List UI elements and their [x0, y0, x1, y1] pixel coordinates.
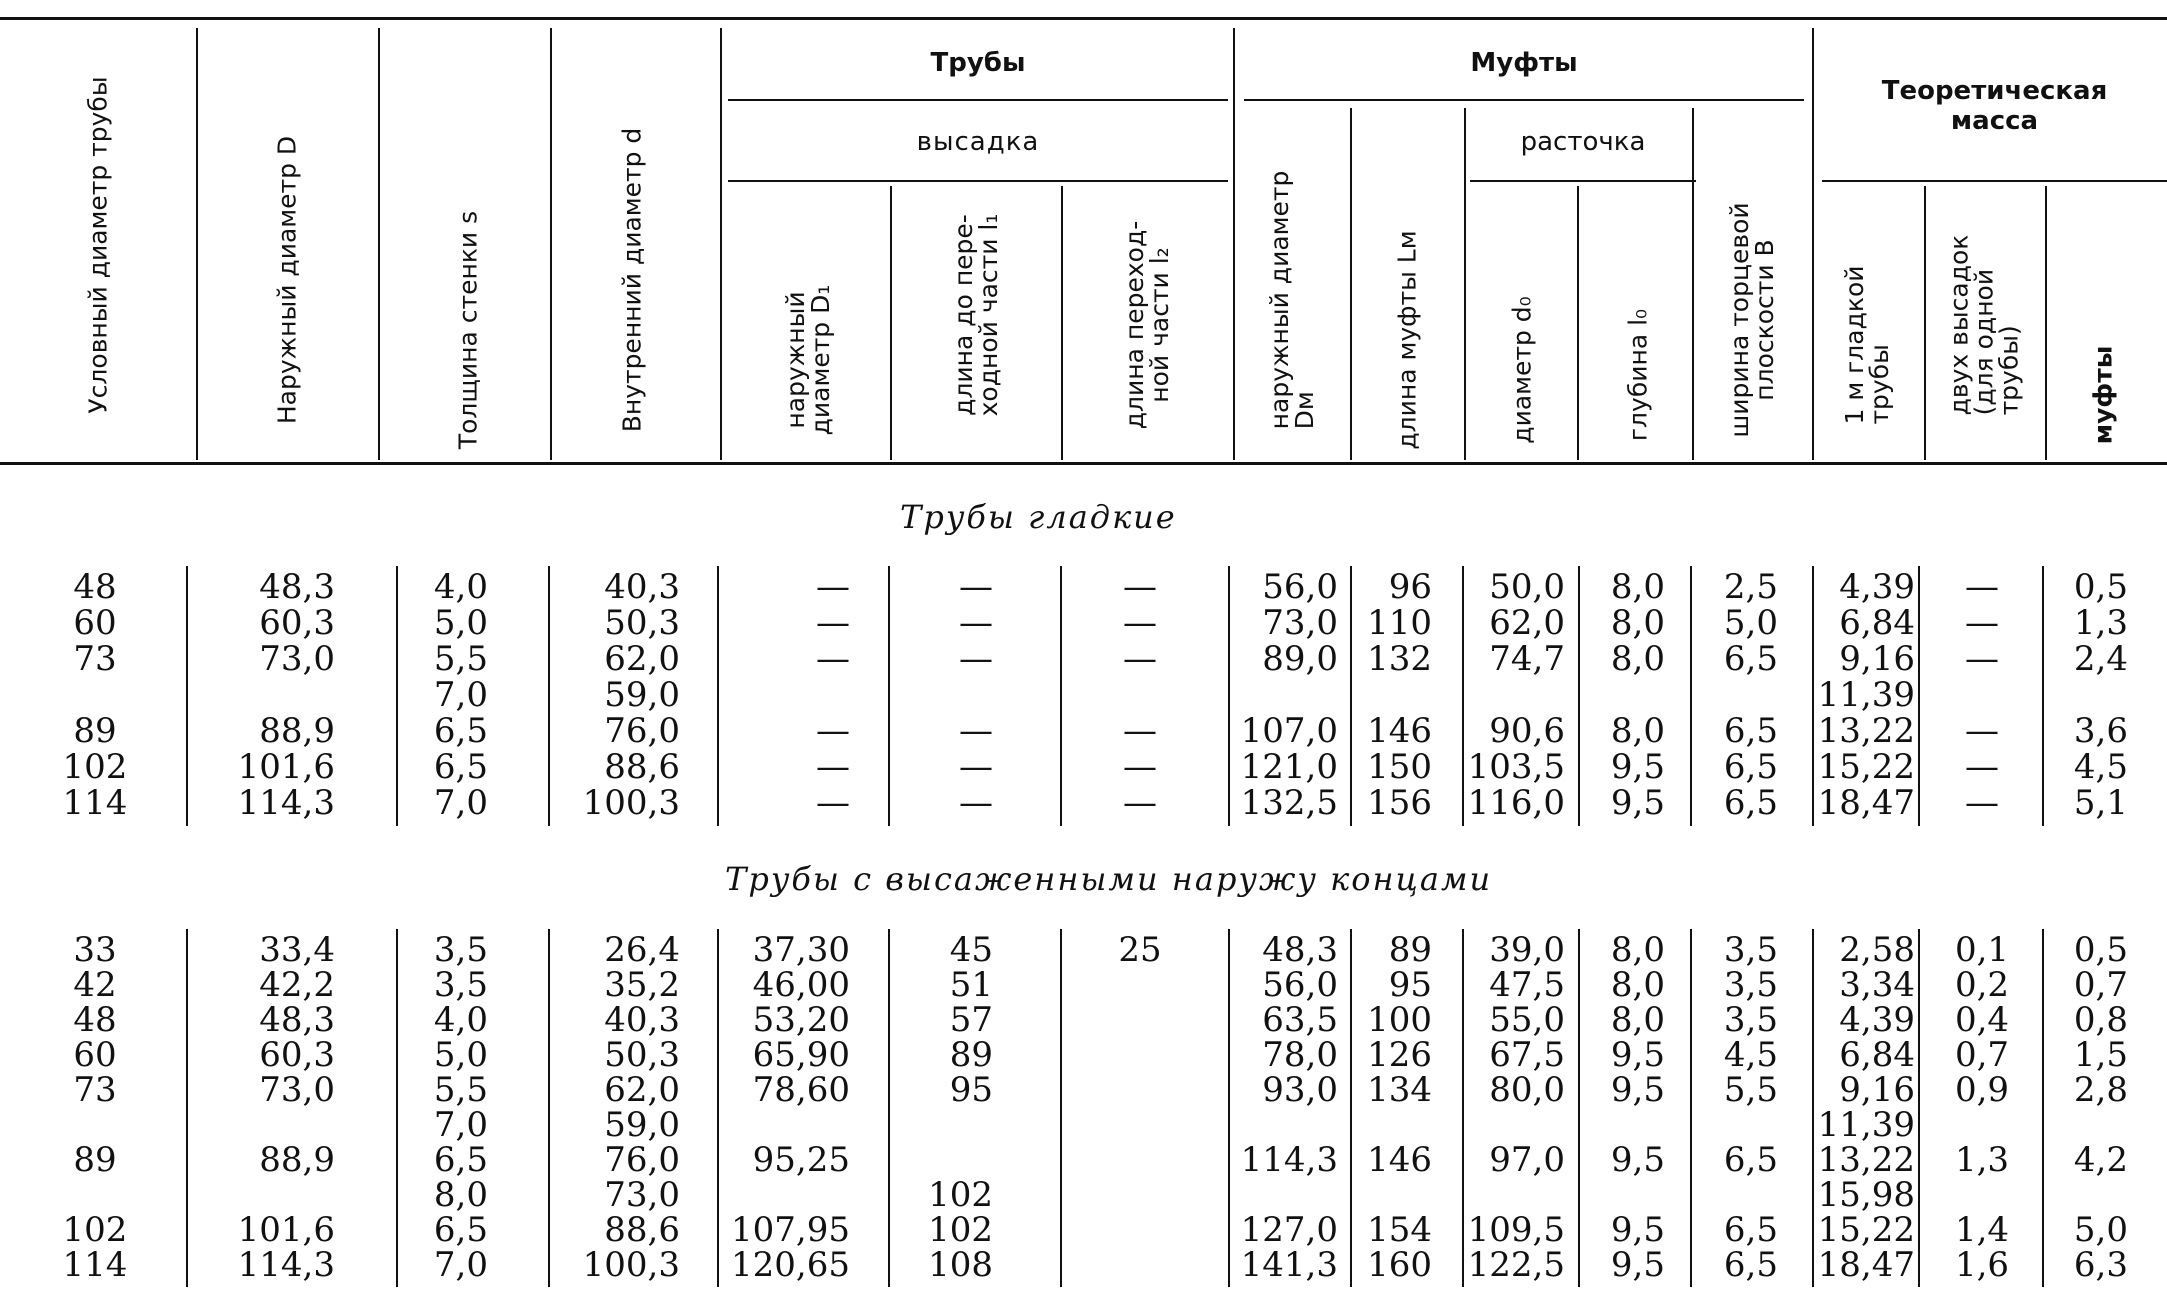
- table-cell: 13,22: [1817, 1140, 1915, 1180]
- bore-diameter-header: диаметр d₀: [1507, 296, 1537, 444]
- table-cell: —: [1965, 639, 1999, 679]
- table-cell: 107,95: [731, 1210, 850, 1250]
- couplings-underline: [1244, 99, 1804, 101]
- table-cell: —: [1123, 639, 1157, 679]
- mass-underline: [1822, 180, 2167, 182]
- table-cell: 48,3: [1262, 930, 1338, 970]
- table-cell: —: [959, 567, 993, 607]
- upset-transition-line1: длина переход-: [1120, 220, 1149, 430]
- table-cell: 60,3: [259, 603, 335, 643]
- table-cell: 56,0: [1262, 965, 1338, 1005]
- table-cell: —: [816, 639, 850, 679]
- table-cell: 114: [62, 783, 128, 823]
- table-cell: 114: [62, 1245, 128, 1285]
- mass-header-line2: масса: [1950, 106, 2039, 136]
- body-rule-s1-5: [1060, 929, 1062, 1287]
- table-cell: 102: [62, 747, 128, 787]
- table-cell: 40,3: [604, 1000, 680, 1040]
- table-cell: 53,20: [752, 1000, 850, 1040]
- upset-underline: [728, 180, 1228, 182]
- table-cell: 15,98: [1817, 1175, 1915, 1215]
- table-cell: 8,0: [433, 1175, 488, 1215]
- table-cell: 132: [1367, 639, 1432, 679]
- mass-coupling-header: муфты: [2088, 345, 2118, 445]
- table-cell: 5,1: [2073, 783, 2128, 823]
- table-cell: 122,5: [1467, 1245, 1565, 1285]
- table-cell: 8,0: [1610, 711, 1665, 751]
- table-cell: —: [1965, 783, 1999, 823]
- table-cell: 121,0: [1240, 747, 1338, 787]
- table-cell: 6,5: [433, 711, 488, 751]
- table-cell: 8,0: [1610, 639, 1665, 679]
- table-cell: 50,3: [604, 603, 680, 643]
- table-cell: 9,5: [1610, 1140, 1665, 1180]
- table-cell: —: [959, 783, 993, 823]
- table-cell: 1,3: [1954, 1140, 2010, 1180]
- table-cell: 90,6: [1489, 711, 1565, 751]
- table-cell: 100,3: [582, 783, 680, 823]
- table-cell: —: [1123, 711, 1157, 751]
- table-cell: 15,22: [1817, 747, 1915, 787]
- table-cell: 6,5: [433, 747, 488, 787]
- pipes-underline: [728, 99, 1228, 101]
- table-cell: 73,0: [1262, 603, 1338, 643]
- table-cell: 93,0: [1262, 1070, 1338, 1110]
- header-bottom-rule: [0, 462, 2167, 465]
- table-cell: 0,5: [2073, 930, 2128, 970]
- table-cell: 3,5: [1723, 1000, 1778, 1040]
- upset-outer-line2: диаметр D₁: [806, 284, 835, 436]
- table-cell: 6,5: [433, 1210, 488, 1250]
- table-cell: 62,0: [604, 639, 680, 679]
- table-cell: 8,0: [1610, 603, 1665, 643]
- bore-depth-header: глубина l₀: [1623, 308, 1653, 442]
- table-cell: 62,0: [604, 1070, 680, 1110]
- table-cell: 26,4: [604, 930, 680, 970]
- table-cell: 73: [73, 639, 117, 679]
- table-cell: 48,3: [259, 1000, 335, 1040]
- table-cell: 3,5: [1723, 965, 1778, 1005]
- table-cell: 3,5: [433, 965, 488, 1005]
- table-cell: 48: [73, 1000, 117, 1040]
- table-cell: 4,5: [2073, 747, 2128, 787]
- table-cell: 2,5: [1723, 567, 1778, 607]
- table-cell: 6,84: [1839, 603, 1915, 643]
- table-cell: 47,5: [1489, 965, 1565, 1005]
- table-cell: 146: [1367, 711, 1432, 751]
- section-title-smooth: Трубы гладкие: [900, 498, 1177, 536]
- table-cell: —: [816, 603, 850, 643]
- table-cell: 127,0: [1240, 1210, 1338, 1250]
- table-cell: 102: [928, 1210, 993, 1250]
- table-cell: —: [1965, 603, 1999, 643]
- table-cell: 9,5: [1610, 1070, 1665, 1110]
- top-rule: [0, 17, 2167, 20]
- table-cell: 102: [928, 1175, 993, 1215]
- section-title-upset: Трубы с высаженными наружу концами: [725, 860, 1493, 898]
- table-cell: 0,5: [2073, 567, 2128, 607]
- table-cell: 3,5: [1723, 930, 1778, 970]
- table-cell: 7,0: [433, 1245, 488, 1285]
- coupling-length-header: длина муфты Lм: [1392, 230, 1422, 450]
- table-cell: 62,0: [1489, 603, 1565, 643]
- table-cell: 50,3: [604, 1035, 680, 1075]
- table-cell: 46,00: [752, 965, 850, 1005]
- table-cell: 3,6: [2073, 711, 2128, 751]
- table-cell: 95: [949, 1070, 993, 1110]
- table-cell: 120,65: [731, 1245, 850, 1285]
- table-cell: —: [959, 603, 993, 643]
- table-cell: 37,30: [752, 930, 850, 970]
- table-cell: 4,0: [433, 567, 488, 607]
- table-cell: —: [959, 747, 993, 787]
- table-cell: 154: [1367, 1210, 1432, 1250]
- table-cell: 101,6: [237, 1210, 335, 1250]
- table-cell: 9,5: [1610, 1210, 1665, 1250]
- hdr-sep-7: [1233, 28, 1235, 460]
- table-cell: 40,3: [604, 567, 680, 607]
- hdr-sep-3: [550, 28, 552, 460]
- upset-outer-line1: наружный: [781, 291, 810, 429]
- table-cell: 114,3: [1240, 1140, 1338, 1180]
- table-cell: 6,3: [2073, 1245, 2128, 1285]
- hdr-sep-11: [1692, 108, 1694, 460]
- upset-transition-line2: ной части l₂: [1145, 247, 1174, 403]
- table-cell: 7,0: [433, 675, 488, 715]
- upset-length-header: [951, 214, 1001, 417]
- table-cell: —: [816, 567, 850, 607]
- mass-pipe-line1: 1 м гладкой: [1840, 265, 1869, 425]
- pipes-header: Трубы: [930, 48, 1026, 78]
- upset-transition-header: [1122, 221, 1172, 430]
- table-cell: —: [816, 711, 850, 751]
- table-cell: 156: [1367, 783, 1432, 823]
- table-cell: 51: [949, 965, 993, 1005]
- table-cell: 89,0: [1262, 639, 1338, 679]
- face-width-line1: ширина торцевой: [1725, 202, 1754, 438]
- table-cell: 97,0: [1489, 1140, 1565, 1180]
- table-cell: —: [816, 747, 850, 787]
- table-cell: 160: [1367, 1245, 1432, 1285]
- table-cell: —: [1965, 711, 1999, 751]
- table-cell: 56,0: [1262, 567, 1338, 607]
- table-cell: 9,5: [1610, 1245, 1665, 1285]
- table-cell: 13,22: [1817, 711, 1915, 751]
- table-cell: 110: [1367, 603, 1432, 643]
- table-cell: 6,5: [1723, 783, 1778, 823]
- mass-upset-line1: двух высадок: [1944, 234, 1974, 416]
- mass-upset-line2: (для одной: [1969, 268, 1999, 416]
- table-cell: 45: [949, 930, 993, 970]
- table-cell: 88,9: [259, 1140, 335, 1180]
- table-cell: 141,3: [1240, 1245, 1338, 1285]
- table-cell: 6,5: [1723, 1210, 1778, 1250]
- table-cell: 80,0: [1489, 1070, 1565, 1110]
- table-cell: 4,39: [1839, 1000, 1915, 1040]
- table-cell: 88,6: [604, 747, 680, 787]
- table-cell: 2,4: [2073, 639, 2128, 679]
- table-cell: 18,47: [1817, 1245, 1915, 1285]
- table-cell: 7,0: [433, 1105, 488, 1145]
- table-cell: 60,3: [259, 1035, 335, 1075]
- table-cell: 6,5: [1723, 747, 1778, 787]
- table-cell: 6,5: [433, 1140, 488, 1180]
- hdr-sep-6: [1061, 186, 1063, 460]
- table-cell: —: [1123, 783, 1157, 823]
- table-cell: 0,7: [1954, 1035, 2010, 1075]
- table-cell: 9,16: [1839, 1070, 1915, 1110]
- table-cell: 78,60: [752, 1070, 850, 1110]
- table-cell: —: [1123, 567, 1157, 607]
- table-cell: 2,8: [2073, 1070, 2128, 1110]
- table-cell: 89: [73, 1140, 117, 1180]
- table-cell: 101,6: [237, 747, 335, 787]
- table-cell: 76,0: [604, 711, 680, 751]
- table-cell: 95,25: [752, 1140, 850, 1180]
- table-cell: 100: [1367, 1000, 1432, 1040]
- mass-upset-line3: трубы): [1994, 325, 2024, 416]
- hdr-sep-8: [1350, 108, 1352, 460]
- table-cell: 33,4: [259, 930, 335, 970]
- bore-header: расточка: [1520, 127, 1646, 157]
- mass-pipe-header: [1842, 265, 1892, 424]
- table-cell: 18,47: [1817, 783, 1915, 823]
- mass-header: [1822, 76, 2167, 136]
- table-cell: 116,0: [1467, 783, 1565, 823]
- wall-thickness-header: Толщина стенки s: [453, 210, 483, 450]
- table-cell: 9,5: [1610, 747, 1665, 787]
- table-cell: 100,3: [582, 1245, 680, 1285]
- table-cell: 146: [1367, 1140, 1432, 1180]
- table-cell: —: [1965, 567, 1999, 607]
- table-cell: 4,2: [2073, 1140, 2128, 1180]
- table-cell: 9,5: [1610, 1035, 1665, 1075]
- table-cell: 0,7: [2073, 965, 2128, 1005]
- coupling-outer-diameter-header: [1267, 171, 1317, 430]
- hdr-sep-9: [1464, 108, 1466, 460]
- table-cell: 73,0: [259, 1070, 335, 1110]
- table-cell: 7,0: [433, 783, 488, 823]
- table-cell: 0,2: [1954, 965, 2010, 1005]
- coupling-outer-line1: наружный диаметр: [1265, 170, 1294, 430]
- table-cell: 9,5: [1610, 783, 1665, 823]
- hdr-sep-1: [196, 28, 198, 460]
- table-cell: 1,4: [1954, 1210, 2010, 1250]
- table-cell: 5,5: [1723, 1070, 1778, 1110]
- table-cell: 42: [73, 965, 117, 1005]
- table-cell: 96: [1388, 567, 1432, 607]
- table-cell: 1,5: [2073, 1035, 2128, 1075]
- table-cell: —: [816, 783, 850, 823]
- table-cell: 42,2: [259, 965, 335, 1005]
- table-cell: 59,0: [604, 675, 680, 715]
- table-cell: 57: [949, 1000, 993, 1040]
- table-cell: 6,5: [1723, 1140, 1778, 1180]
- table-cell: 9,16: [1839, 639, 1915, 679]
- upset-length-line1: длина до пере-: [949, 214, 978, 416]
- table-cell: 15,22: [1817, 1210, 1915, 1250]
- table-cell: 6,5: [1723, 639, 1778, 679]
- table-cell: 114,3: [237, 1245, 335, 1285]
- table-cell: 25: [1118, 930, 1162, 970]
- table-cell: 76,0: [604, 1140, 680, 1180]
- table-cell: 59,0: [604, 1105, 680, 1145]
- hdr-sep-5: [890, 186, 892, 460]
- table-cell: —: [1965, 747, 1999, 787]
- upset-header: высадка: [916, 127, 1040, 157]
- table-cell: 89: [73, 711, 117, 751]
- table-cell: 65,90: [752, 1035, 850, 1075]
- table-cell: 89: [1388, 930, 1432, 970]
- table-cell: 78,0: [1262, 1035, 1338, 1075]
- table-cell: 8,0: [1610, 567, 1665, 607]
- table-cell: 74,7: [1489, 639, 1565, 679]
- table-cell: 1,3: [2073, 603, 2128, 643]
- table-cell: —: [959, 711, 993, 751]
- table-cell: 6,84: [1839, 1035, 1915, 1075]
- table-cell: 1,6: [1954, 1245, 2010, 1285]
- table-cell: 2,58: [1839, 930, 1915, 970]
- table-cell: 60: [73, 1035, 117, 1075]
- table-cell: 63,5: [1262, 1000, 1338, 1040]
- table-cell: 5,0: [433, 1035, 488, 1075]
- outer-diameter-header: Наружный диаметр D: [272, 135, 302, 425]
- hdr-sep-12: [1812, 28, 1814, 460]
- table-cell: 8,0: [1610, 965, 1665, 1005]
- table-cell: —: [1123, 747, 1157, 787]
- table-cell: 73,0: [259, 639, 335, 679]
- table-cell: 0,1: [1954, 930, 2010, 970]
- table-cell: 88,9: [259, 711, 335, 751]
- table-cell: 48,3: [259, 567, 335, 607]
- couplings-header: Муфты: [1470, 48, 1578, 78]
- table-cell: 107,0: [1240, 711, 1338, 751]
- table-cell: 33: [73, 930, 117, 970]
- table-cell: 102: [62, 1210, 128, 1250]
- table-cell: —: [1123, 603, 1157, 643]
- table-cell: —: [959, 639, 993, 679]
- hdr-sep-13: [1924, 186, 1926, 460]
- table-cell: 8,0: [1610, 930, 1665, 970]
- table-cell: 95: [1388, 965, 1432, 1005]
- hdr-sep-4: [720, 28, 722, 460]
- table-cell: 103,5: [1467, 747, 1565, 787]
- table-cell: 5,5: [433, 639, 488, 679]
- table-cell: 4,5: [1723, 1035, 1778, 1075]
- table-cell: 5,0: [2073, 1210, 2128, 1250]
- table-cell: 108: [928, 1245, 993, 1285]
- table-cell: 60: [73, 603, 117, 643]
- table-cell: 4,0: [433, 1000, 488, 1040]
- table-cell: 0,9: [1954, 1070, 2010, 1110]
- upset-length-line2: ходной части l₁: [974, 213, 1003, 417]
- table-cell: 50,0: [1489, 567, 1565, 607]
- table-cell: 109,5: [1467, 1210, 1565, 1250]
- table-cell: 55,0: [1489, 1000, 1565, 1040]
- coupling-outer-line2: Dм: [1290, 391, 1319, 430]
- table-cell: 5,5: [433, 1070, 488, 1110]
- table-cell: 5,0: [1723, 603, 1778, 643]
- table-cell: 134: [1367, 1070, 1432, 1110]
- bore-underline: [1470, 180, 1696, 182]
- table-cell: 89: [949, 1035, 993, 1075]
- hdr-sep-10: [1577, 186, 1579, 460]
- table-cell: 11,39: [1817, 675, 1915, 715]
- table-cell: 6,5: [1723, 711, 1778, 751]
- mass-upset-header: [1944, 234, 2024, 416]
- table-cell: 8,0: [1610, 1000, 1665, 1040]
- table-cell: 88,6: [604, 1210, 680, 1250]
- face-width-line2: плоскости B: [1750, 239, 1779, 401]
- hdr-sep-14: [2045, 186, 2047, 460]
- table-cell: 126: [1367, 1035, 1432, 1075]
- table-cell: 4,39: [1839, 567, 1915, 607]
- table-cell: 3,34: [1839, 965, 1915, 1005]
- table-cell: 0,8: [2073, 1000, 2128, 1040]
- upset-outer-diameter-header: [783, 285, 833, 436]
- table-cell: 39,0: [1489, 930, 1565, 970]
- inner-diameter-header: Внутренний диаметр d: [617, 127, 647, 433]
- table-cell: 67,5: [1489, 1035, 1565, 1075]
- table-cell: 35,2: [604, 965, 680, 1005]
- table-cell: 5,0: [433, 603, 488, 643]
- table-cell: 3,5: [433, 930, 488, 970]
- table-cell: 48: [73, 567, 117, 607]
- mass-pipe-line2: трубы: [1865, 344, 1894, 425]
- table-cell: 73: [73, 1070, 117, 1110]
- nominal-diameter-header: Условный диаметр трубы: [83, 76, 113, 414]
- mass-header-line1: Теоретическая: [1881, 76, 2108, 106]
- table-cell: 114,3: [237, 783, 335, 823]
- hdr-sep-2: [378, 28, 380, 460]
- table-cell: 0,4: [1954, 1000, 2010, 1040]
- table-cell: 150: [1367, 747, 1432, 787]
- table-cell: 11,39: [1817, 1105, 1915, 1145]
- table-cell: 73,0: [604, 1175, 680, 1215]
- face-width-header: [1727, 202, 1777, 437]
- table-cell: 6,5: [1723, 1245, 1778, 1285]
- table-cell: 132,5: [1240, 783, 1338, 823]
